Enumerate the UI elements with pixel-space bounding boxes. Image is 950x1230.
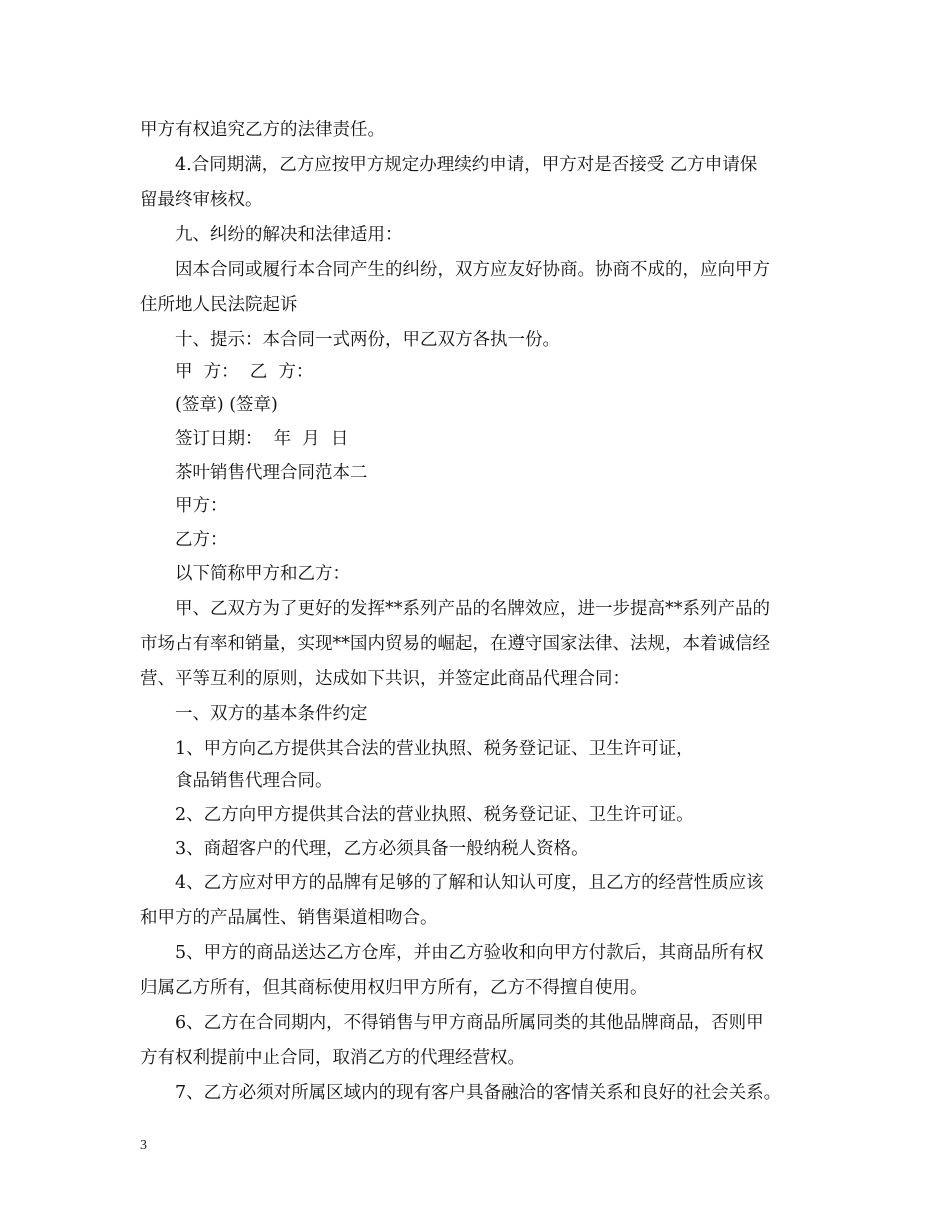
page-number: 3 bbox=[140, 1138, 147, 1153]
signature-labels: (签章) (签章) bbox=[175, 395, 278, 415]
text-line: 1、甲方向乙方提供其合法的营业执照、税务登记证、卫生许可证， bbox=[175, 739, 694, 759]
text-line: 住所地人民法院起诉 bbox=[140, 295, 298, 315]
text-line: 6、乙方在合同期内，不得销售与甲方商品所属同类的其他品牌商品，否则甲 bbox=[175, 1013, 764, 1033]
text-line: 以下简称甲方和乙方： bbox=[175, 564, 350, 584]
text-line: 5、甲方的商品送达乙方仓库，并由乙方验收和向甲方付款后，其商品所有权 bbox=[175, 943, 764, 963]
text-line: 甲方有权追究乙方的法律责任。 bbox=[140, 120, 385, 140]
text-line: 3、商超客户的代理，乙方必须具备一般纳税人资格。 bbox=[175, 839, 589, 859]
signing-date: 签订日期： 年 月 日 bbox=[175, 429, 349, 449]
text-line: 方有权利提前中止合同，取消乙方的代理经营权。 bbox=[140, 1048, 525, 1068]
text-line: 和甲方的产品属性、销售渠道相吻合。 bbox=[140, 908, 438, 928]
section-heading: 一、双方的基本条件约定 bbox=[175, 704, 368, 724]
text-line: 归属乙方所有，但其商标使用权归甲方所有，乙方不得擅自使用。 bbox=[140, 978, 648, 998]
text-line: 营、平等互利的原则，达成如下共识，并签定此商品代理合同： bbox=[140, 669, 630, 689]
text-line: 市场占有率和销量，实现**国内贸易的崛起，在遵守国家法律、法规，本着诚信经 bbox=[140, 634, 770, 654]
document-title: 茶叶销售代理合同范本二 bbox=[175, 463, 368, 483]
text-line: 因本合同或履行本合同产生的纠纷，双方应友好协商。协商不成的，应向甲方 bbox=[175, 260, 770, 280]
text-line: 4、乙方应对甲方的品牌有足够的了解和认知认可度，且乙方的经营性质应该 bbox=[175, 873, 764, 893]
section-heading: 九、纠纷的解决和法律适用： bbox=[175, 225, 403, 245]
text-line: 4.合同期满，乙方应按甲方规定办理续约申请，甲方对是否接受 乙方申请保 bbox=[175, 155, 758, 175]
text-line: 2、乙方向甲方提供其合法的营业执照、税务登记证、卫生许可证。 bbox=[175, 805, 694, 825]
party-a-label: 甲方： bbox=[175, 496, 228, 516]
party-b-label: 乙方： bbox=[175, 530, 228, 550]
text-line: 留最终审核权。 bbox=[140, 190, 263, 210]
section-heading: 十、提示：本合同一式两份，甲乙双方各执一份。 bbox=[175, 330, 560, 350]
text-line: 甲、乙双方为了更好的发挥**系列产品的名牌效应，进一步提高**系列产品的 bbox=[175, 599, 770, 619]
party-labels: 甲 方： 乙 方： bbox=[175, 362, 314, 382]
text-line: 7、乙方必须对所属区域内的现有客户具备融洽的客情关系和良好的社会关系。 bbox=[175, 1083, 782, 1103]
text-line: 食品销售代理合同。 bbox=[175, 771, 333, 791]
